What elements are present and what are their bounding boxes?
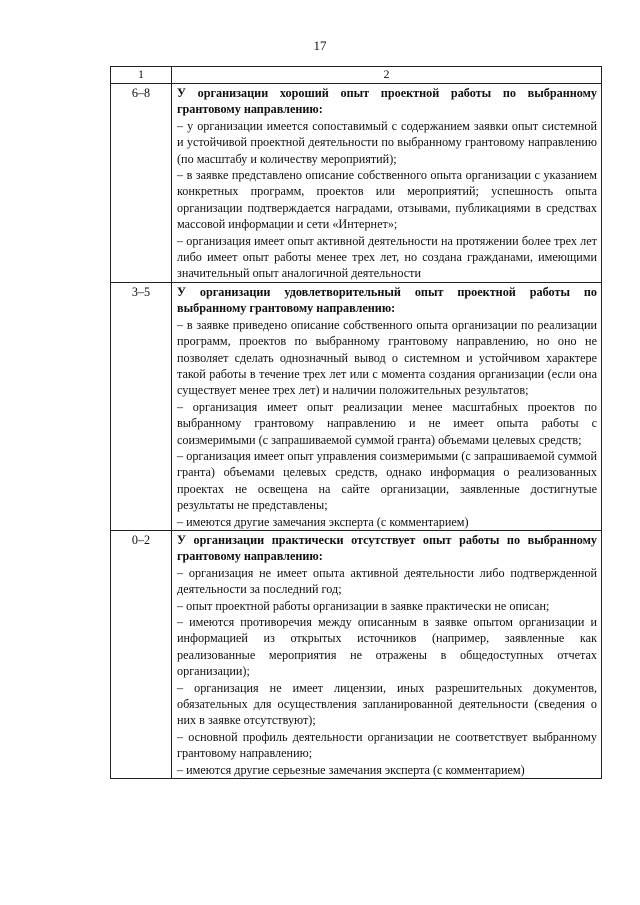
criterion-description — [172, 282, 602, 530]
table-row — [111, 282, 602, 530]
criterion-heading: У организации хороший опыт проектной работы по выбранному грантовому направлению: — [177, 86, 597, 117]
criterion-item: – организация имеет опыт активной деятельности на протяжении более трех лет либо имеет опыт работы менее трех лет, но создана гражданами, имеющими значительный опыт аналогичной деятельности — [177, 233, 597, 281]
page-number: 17 — [313, 38, 327, 53]
table-row — [111, 84, 602, 283]
criterion-item: – организация имеет опыт реализации менее масштабных проектов по выбранному грантовому направлению и не имеет опыта работы с соизмеримыми (с запрашиваемой суммой гранта) объемами целевых средств; — [177, 399, 597, 447]
score-range: 0–2 — [111, 530, 172, 778]
criteria-table — [110, 66, 602, 779]
criterion-heading: У организации практически отсутствует опыт работы по выбранному грантовому направлению: — [177, 532, 597, 564]
score-range: 6–8 — [111, 84, 172, 283]
table-row — [111, 530, 602, 778]
criterion-description — [172, 530, 602, 778]
criterion-item: – имеются противоречия между описанным в заявке опытом организации и информацией из открытых источников (например, заявленные как реализованные мероприятия не отражены в общедоступных отчетах организации); — [177, 615, 597, 679]
column-header-2: 2 — [172, 67, 602, 84]
criterion-item: – у организации имеется сопоставимый с содержанием заявки опыт системной и устойчивой проектной деятельности по выбранному грантовому направлению (по масштабу и количеству мероприятий); — [177, 118, 597, 166]
criterion-item: – организация имеет опыт управления соизмеримыми (с запрашиваемой суммой гранта) объемами целевых средств, однако информация о реализованных проектах не освещена на сайте организации, заявленные достигнутые результаты не представлены; — [177, 448, 597, 513]
criterion-item: – основной профиль деятельности организации не соответствует выбранному грантовому направлению; — [177, 729, 597, 761]
criterion-item: – имеются другие замечания эксперта (с комментарием) — [177, 514, 469, 529]
column-header-1: 1 — [111, 67, 172, 84]
table-header-row — [111, 67, 602, 84]
criterion-description — [172, 84, 602, 283]
criterion-item: – имеются другие серьезные замечания эксперта (с комментарием) — [177, 762, 525, 777]
criterion-item: – организация не имеет лицензии, иных разрешительных документов, обязательных для осуществления запланированной деятельности (сведения о них в заявке отсутствуют); — [177, 680, 597, 728]
score-range: 3–5 — [111, 282, 172, 530]
criterion-item: – опыт проектной работы организации в заявке практически не описан; — [177, 598, 550, 613]
criterion-item: – в заявке приведено описание собственного опыта организации по реализации программ, проектов по выбранному грантовому направлению, но оно не позволяет сделать однозначный вывод о системном и устойчивом характере такой работы в течение трех лет или с момента создания организации (если она существует менее трех лет) и наличии положительных результатов; — [177, 317, 597, 398]
criterion-heading: У организации удовлетворительный опыт проектной работы по выбранному грантовому направлению: — [177, 284, 597, 316]
criterion-item: – в заявке представлено описание собственного опыта организации с указанием конкретных программ, проектов или мероприятий; успешность опыта организации подтверждается наградами, отзывами, публикациями в средствах массовой информации и сети «Интернет»; — [177, 168, 597, 232]
criterion-item: – организация не имеет опыта активной деятельности либо подтвержденной деятельности за последний год; — [177, 565, 597, 597]
